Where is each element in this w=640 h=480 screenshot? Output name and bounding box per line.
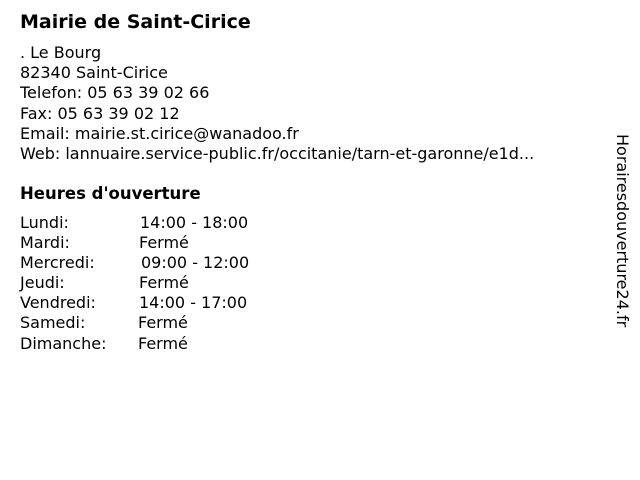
- time-value: Fermé: [138, 313, 188, 333]
- contact-info: [20, 43, 534, 164]
- day-label: Mercredi:: [20, 253, 95, 273]
- website-link: Web: lannuaire.service-public.fr/occitanie/tarn-et-garonne/e1d...: [20, 143, 535, 163]
- time-value: 14:00 - 18:00: [140, 213, 249, 232]
- time-value: 09:00 - 12:00: [141, 253, 250, 273]
- day-label: Vendredi:: [20, 293, 96, 313]
- time-value: Fermé: [138, 333, 188, 353]
- page-title: Mairie de Saint-Cirice: [20, 11, 251, 33]
- time-value: 14:00 - 17:00: [139, 293, 248, 313]
- day-label: Lundi:: [20, 213, 69, 232]
- day-label: Samedi:: [20, 313, 86, 333]
- day-label: Dimanche:: [20, 333, 107, 353]
- day-label: Jeudi:: [20, 273, 65, 293]
- postal-city: 82340 Saint-Cirice: [20, 63, 168, 83]
- site-watermark: Horairesdouverture24.fr: [613, 134, 632, 328]
- time-value: Fermé: [139, 233, 189, 253]
- street-address: . Le Bourg: [20, 43, 102, 62]
- opening-hours-heading: Heures d'ouverture: [20, 184, 201, 203]
- email-address: Email: mairie.st.cirice@wanadoo.fr: [20, 123, 299, 143]
- day-label: Mardi:: [20, 233, 70, 253]
- time-value: Fermé: [139, 273, 189, 293]
- phone-number: Telefon: 05 63 39 02 66: [20, 83, 210, 103]
- fax-number: Fax: 05 63 39 02 12: [20, 103, 180, 123]
